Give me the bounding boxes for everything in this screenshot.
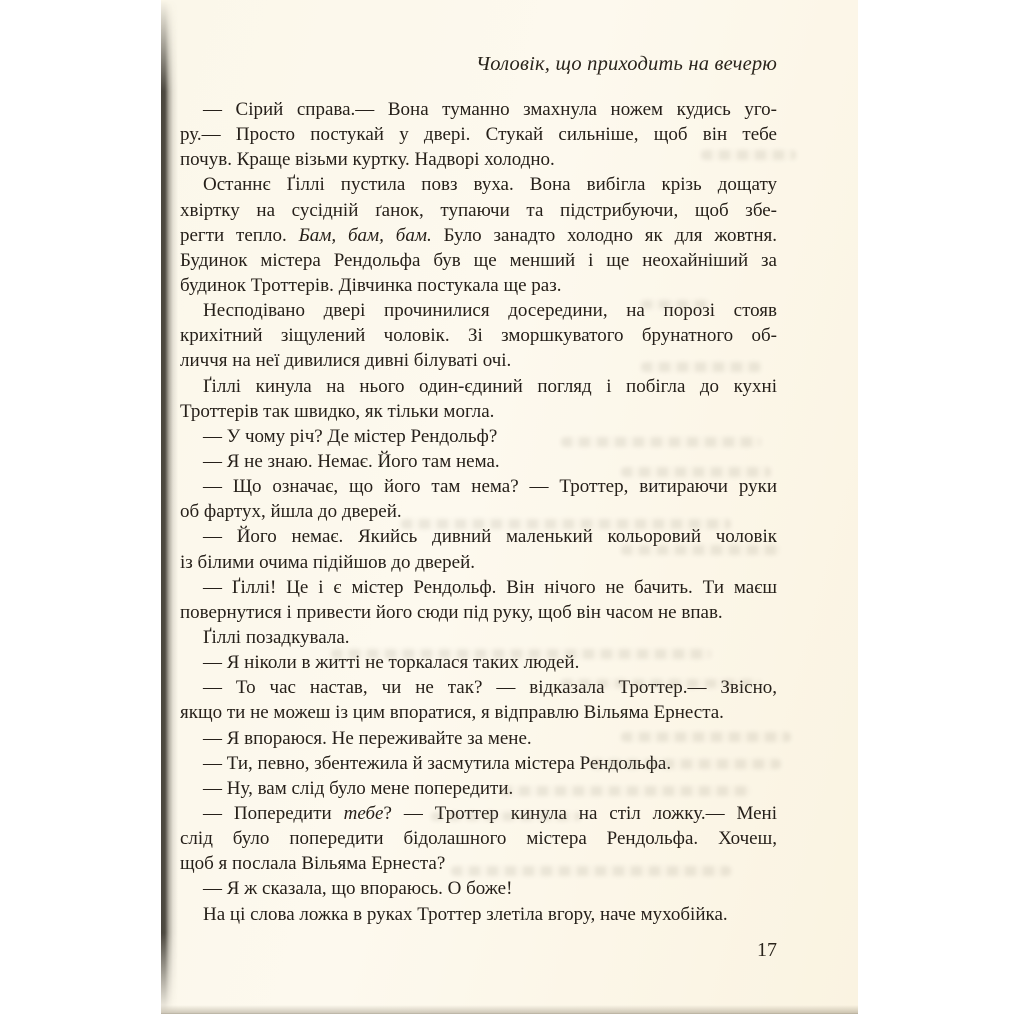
text-run: із білими очима підійшов до дверей.	[180, 551, 476, 573]
text-run: об фартух, йшла до дверей.	[180, 501, 402, 523]
text-run: будинок Троттерів. Дівчинка постукала ще раз.	[180, 274, 562, 296]
show-through-smudge	[401, 519, 731, 529]
text-block	[180, 97, 777, 927]
text-line	[180, 625, 777, 650]
text-run: — Його немає. Якийсь дивний маленький кольоровий чоловік	[203, 526, 777, 548]
text-runs	[203, 575, 777, 600]
text-run: — Я впораюся. Не переживайте за мене.	[203, 727, 532, 749]
text-run: На ці слова ложка в руках Троттер злетіла вгору, наче мухобійка.	[203, 903, 728, 925]
text-run: — Попередити	[203, 802, 344, 824]
text-line	[180, 223, 777, 248]
show-through-smudge	[331, 649, 711, 659]
book-page	[161, 0, 858, 1014]
show-through-smudge	[591, 759, 781, 769]
text-run: Останнє Ґіллі пустила повз вуха. Вона вибігла крізь дощату	[203, 174, 777, 196]
text-run: личчя на неї дивилися дивні білуваті очі.	[180, 350, 512, 372]
text-line	[180, 902, 777, 927]
text-run: — Сірий справа.— Вона туманно змахнула ножем кудись уго-	[203, 99, 777, 120]
text-run: Було занадто холодно як для жовтня.	[431, 224, 777, 246]
text-run: Ґіллі позадкувала.	[203, 626, 350, 648]
text-runs	[180, 223, 777, 248]
show-through-smudge	[701, 150, 796, 160]
text-run: хвіртку на сусідній ґанок, тупаючи та підстрибуючи, щоб збе-	[180, 199, 777, 221]
show-through-smudge	[451, 866, 731, 876]
text-line	[180, 876, 777, 901]
text-run: щоб я послала Вільяма Ернеста?	[180, 853, 446, 875]
text-runs	[203, 449, 500, 474]
text-run: регти тепло.	[180, 224, 299, 246]
text-runs	[203, 474, 777, 499]
text-line	[180, 399, 777, 424]
text-runs	[180, 198, 777, 223]
show-through-smudge	[501, 786, 751, 796]
text-runs	[180, 122, 777, 147]
show-through-smudge	[621, 467, 771, 477]
text-runs	[203, 876, 512, 901]
text-line	[180, 198, 777, 223]
text-run: почув. Краще візьми куртку. Надворі холодно.	[180, 149, 555, 171]
text-run: якщо ти не можеш із цим впоратися, я відправлю Вільяма Ернеста.	[180, 702, 724, 724]
text-runs	[203, 424, 497, 449]
text-runs	[180, 826, 777, 851]
text-run: — Я ніколи в житті не торкалася таких людей.	[203, 652, 580, 674]
text-run: повернутися і привести його сюди під руку, щоб він часом не впав.	[180, 601, 723, 623]
text-line	[180, 600, 777, 625]
text-runs	[203, 625, 350, 650]
text-runs	[180, 851, 445, 876]
text-runs	[180, 700, 724, 725]
show-through-smudge	[561, 679, 761, 688]
text-line	[180, 700, 777, 725]
text-runs	[180, 323, 777, 348]
page-number: 17	[757, 939, 777, 961]
text-run: крихітний зіщулений чоловік. Зі зморшкуватого брунатного об-	[180, 325, 777, 347]
text-run: ? — Троттер кинула на стіл ложку.— Мені	[383, 802, 778, 824]
text-runs	[180, 399, 494, 424]
text-line	[180, 147, 777, 172]
show-through-smudge	[621, 545, 781, 555]
text-line	[180, 826, 777, 851]
show-through-smudge	[561, 437, 761, 447]
text-runs	[180, 248, 777, 273]
text-line	[180, 273, 777, 298]
text-run: Троттерів так швидко, як тільки могла.	[180, 400, 495, 422]
italic-text-run: Бам, бам, бам.	[298, 224, 432, 246]
show-through-smudge	[431, 812, 581, 821]
text-runs	[180, 348, 511, 373]
text-run: Будинок містера Рендольфа був ще менший і ще неохайніший за	[180, 249, 777, 271]
text-run: ру.— Просто постукай у двері. Стукай сильніше, щоб він тебе	[180, 124, 777, 146]
text-run: — Ти, певно, збентежила й засмутила містера Рендольфа.	[203, 752, 672, 774]
text-line	[180, 172, 777, 197]
text-run: — У чому річ? Де містер Рендольф?	[203, 425, 498, 447]
text-runs	[203, 374, 777, 399]
text-run: — Я не знаю. Немає. Його там нема.	[203, 450, 500, 472]
text-line	[180, 122, 777, 147]
text-runs	[203, 726, 532, 751]
text-run: — Ґіллі! Це і є містер Рендольф. Він нічого не бачить. Ти маєш	[203, 576, 777, 598]
text-run: Несподівано двері прочинилися досередини, на порозі стояв	[203, 300, 777, 322]
text-runs	[203, 902, 728, 927]
text-run: — Що означає, що його там нема? — Троттер, витираючи руки	[203, 476, 777, 498]
text-runs	[180, 147, 555, 172]
text-runs	[180, 273, 562, 298]
text-run: — То час настав, чи не так? — відказала Троттер.— Звісно,	[203, 677, 777, 699]
text-line	[180, 97, 777, 122]
text-line	[180, 575, 777, 600]
text-runs	[203, 776, 513, 801]
text-line	[180, 323, 777, 348]
text-run: Ґіллі кинула на нього один-єдиний погляд і побігла до кухні	[203, 375, 777, 397]
text-line	[180, 474, 777, 499]
running-header: Чоловік, що приходить на вечерю	[475, 53, 777, 75]
text-line	[180, 374, 777, 399]
text-run: — Я ж сказала, що впораюсь. О боже!	[203, 878, 513, 900]
text-runs	[180, 550, 475, 575]
show-through-smudge	[641, 362, 761, 372]
italic-text-run: тебе	[343, 802, 384, 824]
text-run: — Ну, вам слід було мене попередити.	[203, 777, 514, 799]
text-run: слід було попередити бідолашного містера Рендольфа. Хочеш,	[180, 828, 777, 850]
page-binding-edge-shadow	[161, 0, 178, 1014]
show-through-smudge	[641, 300, 711, 309]
show-through-smudge	[621, 732, 791, 742]
text-runs	[203, 172, 777, 197]
text-runs	[180, 499, 402, 524]
text-line	[180, 248, 777, 273]
text-runs	[203, 97, 777, 122]
text-runs	[180, 600, 723, 625]
